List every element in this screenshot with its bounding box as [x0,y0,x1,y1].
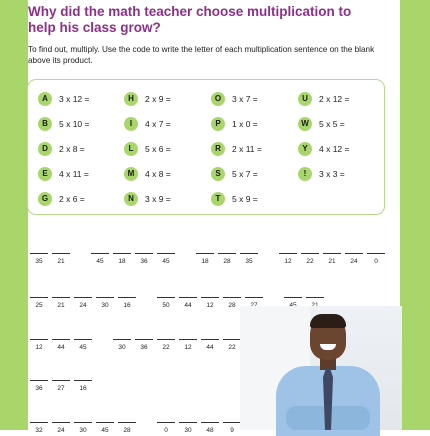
blank-line [135,339,153,340]
answer-blank[interactable] [74,339,92,351]
code-letter-badge: Y [298,142,312,156]
product-number: 18 [201,258,209,265]
blank-line [279,253,297,254]
blank-line [157,253,175,254]
code-item [124,117,171,131]
answer-blank[interactable] [74,422,92,434]
answer-blank[interactable] [52,380,70,392]
blank-line [30,253,48,254]
blank-line [113,253,131,254]
product-number: 50 [162,302,170,309]
blank-line [96,297,114,298]
answer-blank[interactable] [218,253,236,265]
blank-line [118,297,136,298]
code-letter-badge: U [298,92,312,106]
blank-line [179,422,197,423]
answer-blank[interactable] [30,339,48,351]
left-green-border [0,0,28,430]
code-letter-badge: D [38,142,52,156]
code-equation: 2 x 11 = [232,144,262,154]
code-item [298,92,349,106]
blank-line [52,339,70,340]
product-number: 32 [35,427,43,434]
blank-line [113,339,131,340]
code-equation: 3 x 7 = [232,94,258,104]
answer-blank[interactable] [52,297,70,309]
blank-line [91,253,109,254]
answer-blank[interactable] [30,380,48,392]
answer-blank[interactable] [30,253,48,265]
product-number: 45 [96,258,104,265]
answer-blank[interactable] [135,339,153,351]
product-number: 24 [79,302,87,309]
product-number: 22 [162,344,170,351]
product-number: 45 [162,258,170,265]
code-item [211,192,258,206]
answer-blank[interactable] [52,422,70,434]
code-item [38,167,89,181]
product-number: 24 [350,258,358,265]
answer-blank[interactable] [179,422,197,434]
teacher-hair [310,314,346,328]
blank-line [30,380,48,381]
code-item [211,142,262,156]
product-number: 24 [57,427,65,434]
answer-blank[interactable] [157,422,175,434]
blank-line [196,253,214,254]
code-letter-badge: P [211,117,225,131]
blank-line [345,253,363,254]
code-item [298,142,349,156]
blank-line [223,297,241,298]
code-equation: 2 x 9 = [145,94,171,104]
code-item [124,92,171,106]
code-equation: 2 x 6 = [59,194,85,204]
code-item [298,167,345,181]
blank-line [201,422,219,423]
answer-blank[interactable] [118,297,136,309]
code-box [27,79,385,215]
instructions: To find out, multiply. Use the code to write the letter of each multiplication sentence on the blank above its product. [28,45,375,65]
code-equation: 5 x 7 = [232,169,258,179]
product-number: 45 [79,344,87,351]
blank-line [52,297,70,298]
blank-line [179,297,197,298]
code-letter-badge: O [211,92,225,106]
code-letter-badge: S [211,167,225,181]
answer-blank[interactable] [30,297,48,309]
product-number: 36 [35,385,43,392]
product-number: 0 [164,427,168,434]
blank-line [201,339,219,340]
answer-blank[interactable] [74,297,92,309]
product-number: 35 [245,258,253,265]
product-number: 12 [184,344,192,351]
code-equation: 5 x 9 = [232,194,258,204]
answer-blank[interactable] [157,253,175,265]
code-item [211,117,258,131]
blank-line [74,422,92,423]
code-equation: 4 x 7 = [145,119,171,129]
code-equation: 4 x 12 = [319,144,350,154]
answer-blank[interactable] [223,297,241,309]
code-item [211,167,258,181]
code-item [124,192,171,206]
code-letter-badge: A [38,92,52,106]
product-number: 22 [228,344,236,351]
code-equation: 2 x 12 = [319,94,350,104]
blank-line [367,253,385,254]
product-number: 48 [206,427,214,434]
code-letter-badge: H [124,92,138,106]
code-equation: 3 x 3 = [319,169,345,179]
product-number: 44 [57,344,65,351]
answer-blank[interactable] [96,297,114,309]
product-number: 30 [184,427,192,434]
code-letter-badge: L [124,142,138,156]
code-letter-badge: E [38,167,52,181]
blank-line [284,297,302,298]
product-number: 35 [35,258,43,265]
blank-line [157,297,175,298]
answer-blank[interactable] [201,422,219,434]
code-equation: 5 x 5 = [319,119,345,129]
code-item [38,142,85,156]
answer-blank[interactable] [157,339,175,351]
answer-blank[interactable] [196,253,214,265]
answer-blank[interactable] [157,297,175,309]
code-letter-badge: W [298,117,312,131]
answer-blank[interactable] [179,339,197,351]
code-letter-badge: ! [298,167,312,181]
right-green-border [400,0,430,430]
product-number: 9 [230,427,234,434]
answer-blank[interactable] [301,253,319,265]
blank-line [52,380,70,381]
code-item [38,192,85,206]
blank-line [306,297,324,298]
blank-line [201,297,219,298]
product-number: 28 [223,258,231,265]
code-equation: 4 x 11 = [59,169,89,179]
product-number: 21 [57,258,65,265]
answer-blank[interactable] [240,253,258,265]
code-letter-badge: G [38,192,52,206]
product-number: 21 [57,302,65,309]
code-equation: 4 x 8 = [145,169,171,179]
blank-line [74,297,92,298]
page-title: Why did the math teacher choose multiplication to help his class grow? [28,4,352,35]
answer-blank[interactable] [113,339,131,351]
product-number: 36 [140,344,148,351]
code-letter-badge: T [211,192,225,206]
code-equation: 3 x 9 = [145,194,171,204]
blank-line [74,339,92,340]
product-number: 28 [123,427,131,434]
blank-line [179,339,197,340]
product-number: 36 [140,258,148,265]
blank-line [301,253,319,254]
answer-blank[interactable] [135,253,153,265]
code-letter-badge: N [124,192,138,206]
blank-line [74,380,92,381]
answer-blank[interactable] [223,422,241,434]
code-item [38,92,89,106]
answer-blank[interactable] [201,339,219,351]
answer-blank[interactable] [96,422,114,434]
product-number: 16 [79,385,87,392]
blank-line [157,422,175,423]
product-number: 12 [206,302,214,309]
code-equation: 1 x 0 = [232,119,258,129]
code-item [38,117,89,131]
code-equation: 5 x 6 = [145,144,171,154]
answer-blank[interactable] [345,253,363,265]
product-number: 0 [374,258,378,265]
answer-blank[interactable] [118,422,136,434]
blank-line [245,297,263,298]
blank-line [240,253,258,254]
teacher-photo [240,306,402,430]
answer-blank[interactable] [323,253,341,265]
code-letter-badge: R [211,142,225,156]
answer-blank[interactable] [30,422,48,434]
product-number: 45 [101,427,109,434]
blank-line [96,422,114,423]
product-number: 16 [123,302,131,309]
product-number: 22 [306,258,314,265]
blank-line [30,339,48,340]
product-number: 21 [328,258,336,265]
blank-line [223,339,241,340]
answer-blank[interactable] [201,297,219,309]
blank-line [30,422,48,423]
product-number: 27 [57,385,65,392]
product-number: 44 [184,302,192,309]
code-equation: 3 x 12 = [59,94,90,104]
product-number: 28 [228,302,236,309]
code-equation: 5 x 10 = [59,119,90,129]
blank-line [118,422,136,423]
blank-line [323,253,341,254]
blank-line [52,253,70,254]
answer-blank[interactable] [223,339,241,351]
code-item [298,117,345,131]
product-number: 30 [79,427,87,434]
code-item [124,167,171,181]
blank-line [52,422,70,423]
code-letter-badge: B [38,117,52,131]
answer-blank[interactable] [91,253,109,265]
answer-blank[interactable] [367,253,385,265]
answer-blank[interactable] [179,297,197,309]
product-number: 30 [118,344,126,351]
code-equation: 2 x 8 = [59,144,85,154]
product-number: 18 [118,258,126,265]
blank-line [135,253,153,254]
blank-line [157,339,175,340]
code-letter-badge: M [124,167,138,181]
answer-blank[interactable] [113,253,131,265]
product-number: 12 [284,258,292,265]
product-number: 44 [206,344,214,351]
product-number: 30 [101,302,109,309]
code-item [124,142,171,156]
code-item [211,92,258,106]
blank-line [223,422,241,423]
product-number: 25 [35,302,43,309]
answer-blank[interactable] [279,253,297,265]
answer-blank[interactable] [74,380,92,392]
product-number: 12 [35,344,43,351]
blank-line [30,297,48,298]
answer-blank[interactable] [52,253,70,265]
answer-blank[interactable] [52,339,70,351]
blank-line [218,253,236,254]
code-letter-badge: I [124,117,138,131]
